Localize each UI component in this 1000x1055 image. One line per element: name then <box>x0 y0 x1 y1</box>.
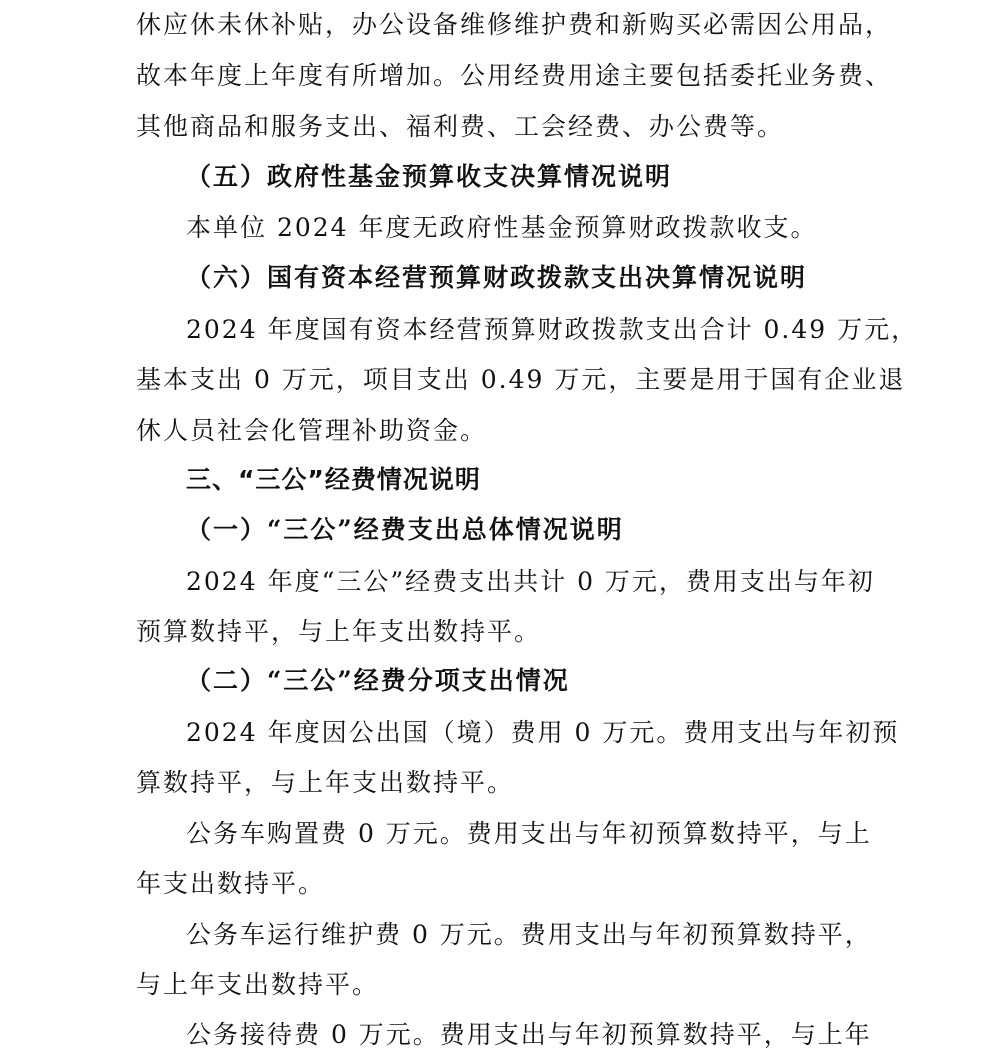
paragraph-line: 算数持平，与上年支出数持平。 <box>136 768 515 797</box>
paragraph-line: 2024 年度“三公”经费支出共计 0 万元，费用支出与年初 <box>186 567 875 596</box>
paragraph-line: 公务接待费 0 万元。费用支出与年初预算数持平，与上年 <box>186 1020 872 1049</box>
paragraph-line: 2024 年度因公出国（境）费用 0 万元。费用支出与年初预 <box>186 718 900 747</box>
subsection-heading: （二）“三公”经费分项支出情况 <box>186 666 570 695</box>
subsection-heading: （五）政府性基金预算收支决算情况说明 <box>186 162 673 191</box>
paragraph-line: 年支出数持平。 <box>136 869 326 898</box>
section-heading: 三、“三公”经费情况说明 <box>186 465 481 494</box>
paragraph-line: 其他商品和服务支出、福利费、工会经费、办公费等。 <box>136 112 785 141</box>
paragraph-line: 与上年支出数持平。 <box>136 970 380 999</box>
paragraph-line: 2024 年度国有资本经营预算财政拨款支出合计 0.49 万元， <box>186 315 919 344</box>
paragraph-line: 公务车购置费 0 万元。费用支出与年初预算数持平，与上 <box>186 819 872 848</box>
paragraph-line: 预算数持平，与上年支出数持平。 <box>136 617 542 646</box>
subsection-heading: （六）国有资本经营预算财政拨款支出决算情况说明 <box>186 263 808 292</box>
subsection-heading: （一）“三公”经费支出总体情况说明 <box>186 515 624 544</box>
paragraph-line: 故本年度上年度有所增加。公用经费用途主要包括委托业务费、 <box>136 61 893 90</box>
paragraph-line: 休应休未休补贴，办公设备维修维护费和新购买必需因公用品， <box>136 10 893 39</box>
paragraph-line: 本单位 2024 年度无政府性基金预算财政拨款收支。 <box>186 213 818 242</box>
paragraph-line: 公务车运行维护费 0 万元。费用支出与年初预算数持平， <box>186 920 872 949</box>
paragraph-line: 休人员社会化管理补助资金。 <box>136 416 488 445</box>
paragraph-line: 基本支出 0 万元，项目支出 0.49 万元，主要是用于国有企业退 <box>136 365 906 394</box>
